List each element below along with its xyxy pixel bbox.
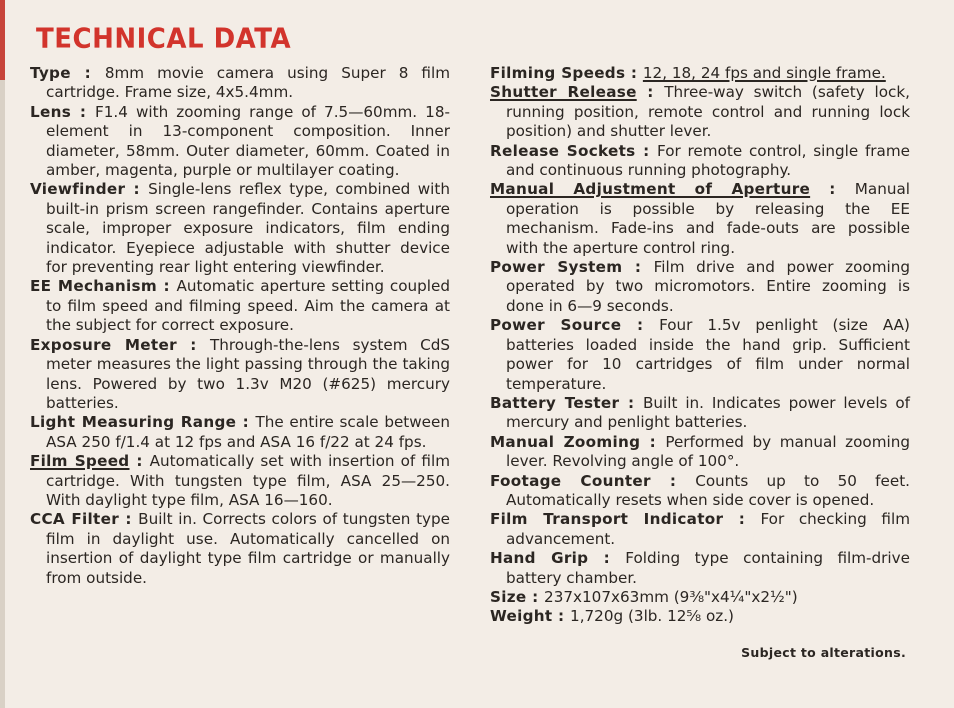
spec-entry-film-transport-indicator: Film Transport Indicator : For checking film advancement. <box>490 510 910 548</box>
spec-term: Type <box>30 64 71 82</box>
page-edge-accent <box>0 0 5 80</box>
spec-desc: Single-lens reflex type, combined with built-in prism screen rangefinder. Contains aperture scale, improper exposure indicators, film ending indicator. Eyepiece adjustable with shutter device for preventing rear light entering viewfinder. <box>46 180 450 277</box>
spec-desc: For remote control, single frame and continuous running photography. <box>506 141 910 180</box>
spec-entry-cca-filter: CCA Filter : Built in. Corrects colors of tungsten type film in daylight use. Automatically cancelled on insertion of daylight type film cartridge or manually from outside. <box>30 510 450 587</box>
spec-desc: Four 1.5v penlight (size AA) batteries loaded inside the hand grip. Sufficient power for 10 cartridges of film under normal temperature. <box>506 316 910 393</box>
spec-desc: Automatically set with insertion of film cartridge. With tungsten type film, ASA 25—250. With daylight type film, ASA 16—160. <box>46 452 450 509</box>
spec-term: Light Measuring Range <box>30 413 237 432</box>
spec-term: Power System <box>490 258 623 277</box>
spec-desc: 8mm movie camera using Super 8 film cartridge. Frame size, 4x5.4mm. <box>46 64 450 102</box>
spec-desc: Film drive and power zooming operated by two micromotors. Entire zooming is done in 6—9 seconds. <box>506 258 910 315</box>
spec-entry-light-measuring-range: Light Measuring Range : The entire scale between ASA 250 f/1.4 at 12 fps and ASA 16 f/22 at 24 fps. <box>30 413 450 451</box>
spec-term: Viewfinder <box>30 180 126 199</box>
spec-desc: F1.4 with zooming range of 7.5—60mm. 18-element in 13-component composition. Inner diameter, 58mm. Outer diameter, 60mm. Coated in amber, magenta, purple or multilayer coating. <box>46 102 450 180</box>
spec-term: CCA Filter <box>30 510 119 529</box>
spec-entry-manual-aperture: Manual Adjustment of Aperture : Manual operation is possible by releasing the EE mechanism. Fade-ins and fade-outs are possible with the aperture control ring. <box>490 180 910 257</box>
spec-term: Lens <box>30 102 72 121</box>
spec-desc: For checking film advancement. <box>506 510 910 548</box>
spec-entry-shutter-release: Shutter Release : Three-way switch (safety lock, running position, remote control and running lock position) and shutter lever. <box>490 83 910 141</box>
spec-desc: 12, 18, 24 fps and single frame. <box>642 64 886 82</box>
spec-entry-power-source: Power Source : Four 1.5v penlight (size AA) batteries loaded inside the hand grip. Sufficient power for 10 cartridges of film under normal temperature. <box>490 316 910 393</box>
spec-desc: Built in. Indicates power levels of mercury and penlight batteries. <box>506 393 910 432</box>
spec-term: Release Sockets <box>490 141 636 160</box>
spec-term: Manual Zooming <box>490 432 641 451</box>
spec-entry-film-speed: Film Speed : Automatically set with insertion of film cartridge. With tungsten type film, ASA 25—250. With daylight type film, ASA 16—160. <box>30 452 450 509</box>
spec-desc: 1,720g (3lb. 12⅝ oz.) <box>570 607 734 626</box>
spec-term: Film Speed <box>30 452 130 471</box>
spec-term: Size <box>490 587 527 606</box>
spec-term: Hand Grip <box>490 549 589 568</box>
spec-desc: Folding type containing film-drive battery chamber. <box>506 549 910 587</box>
spec-entry-battery-tester: Battery Tester : Built in. Indicates power levels of mercury and penlight batteries. <box>490 393 910 432</box>
spec-desc: Built in. Corrects colors of tungsten type film in daylight use. Automatically cancelled on insertion of daylight type film cartridge or manually from outside. <box>46 510 450 587</box>
spec-entry-type: Type : 8mm movie camera using Super 8 film cartridge. Frame size, 4x5.4mm. <box>30 64 450 102</box>
spec-entry-size: Size : 237x107x63mm (9⅜"x4¼"x2½") <box>490 587 798 606</box>
spec-term: Manual Adjustment of Aperture <box>490 180 811 199</box>
spec-term: EE Mechanism <box>30 277 157 296</box>
spec-desc: Performed by manual zooming lever. Revolving angle of 100°. <box>506 432 910 471</box>
spec-entry-manual-zooming: Manual Zooming : Performed by manual zooming lever. Revolving angle of 100°. <box>490 432 910 471</box>
page-title: TECHNICAL DATA <box>36 23 292 55</box>
spec-entry-filming-speeds: Filming Speeds : 12, 18, 24 fps and single frame. <box>490 64 886 82</box>
spec-desc: Through-the-lens system CdS meter measures the light passing through the taking lens. Powered by two 1.3v M20 (#625) mercury batteries. <box>46 335 450 412</box>
page-edge <box>0 0 5 708</box>
spec-entry-exposure-meter: Exposure Meter : Through-the-lens system CdS meter measures the light passing through the taking lens. Powered by two 1.3v M20 (#625) mercury batteries. <box>30 335 450 412</box>
spec-desc: Manual operation is possible by releasing the EE mechanism. Fade-ins and fade-outs are possible with the aperture control ring. <box>506 180 910 257</box>
spec-entry-lens: Lens : F1.4 with zooming range of 7.5—60mm. 18-element in 13-component composition. Inner diameter, 58mm. Outer diameter, 60mm. Coated in amber, magenta, purple or multilayer coating. <box>30 102 450 180</box>
left-column <box>30 64 450 588</box>
spec-entry-footage-counter: Footage Counter : Counts up to 50 feet. Automatically resets when side cover is opened. <box>490 471 910 509</box>
spec-entry-power-system: Power System : Film drive and power zooming operated by two micromotors. Entire zooming is done in 6—9 seconds. <box>490 258 910 315</box>
spec-entry-weight: Weight : 1,720g (3lb. 12⅝ oz.) <box>490 607 734 626</box>
spec-entry-ee-mechanism: EE Mechanism : Automatic aperture setting coupled to film speed and filming speed. Aim the camera at the subject for correct exposure. <box>30 277 450 335</box>
spec-desc: Counts up to 50 feet. Automatically resets when side cover is opened. <box>506 471 910 509</box>
spec-desc: 237x107x63mm (9⅜"x4¼"x2½") <box>544 587 798 606</box>
spec-desc: The entire scale between ASA 250 f/1.4 at 12 fps and ASA 16 f/22 at 24 fps. <box>46 413 450 451</box>
spec-entry-release-sockets: Release Sockets : For remote control, single frame and continuous running photography. <box>490 141 910 180</box>
spec-term: Film Transport Indicator <box>490 510 724 529</box>
right-column <box>490 64 910 627</box>
spec-term: Footage Counter <box>490 471 651 490</box>
spec-entry-viewfinder: Viewfinder : Single-lens reflex type, combined with built-in prism screen rangefinder. Contains aperture scale, improper exposure indicators, film ending indicator. Eyepiece adjustable with shutter device for preventing rear light entering viewfinder. <box>30 180 450 277</box>
spec-entry-hand-grip: Hand Grip : Folding type containing film-drive battery chamber. <box>490 549 910 587</box>
spec-desc: Automatic aperture setting coupled to film speed and filming speed. Aim the camera at the subject for correct exposure. <box>46 277 450 335</box>
spec-term: Weight <box>490 607 553 626</box>
spec-term: Exposure Meter <box>30 335 177 354</box>
spec-desc: Three-way switch (safety lock, running position, remote control and running lock position) and shutter lever. <box>506 83 910 141</box>
spec-term: Battery Tester <box>490 393 620 412</box>
spec-term: Power Source <box>490 316 622 335</box>
spec-term: Filming Speeds <box>490 64 626 82</box>
alterations-note: Subject to alterations. <box>741 645 906 660</box>
spec-term: Shutter Release <box>490 83 637 102</box>
